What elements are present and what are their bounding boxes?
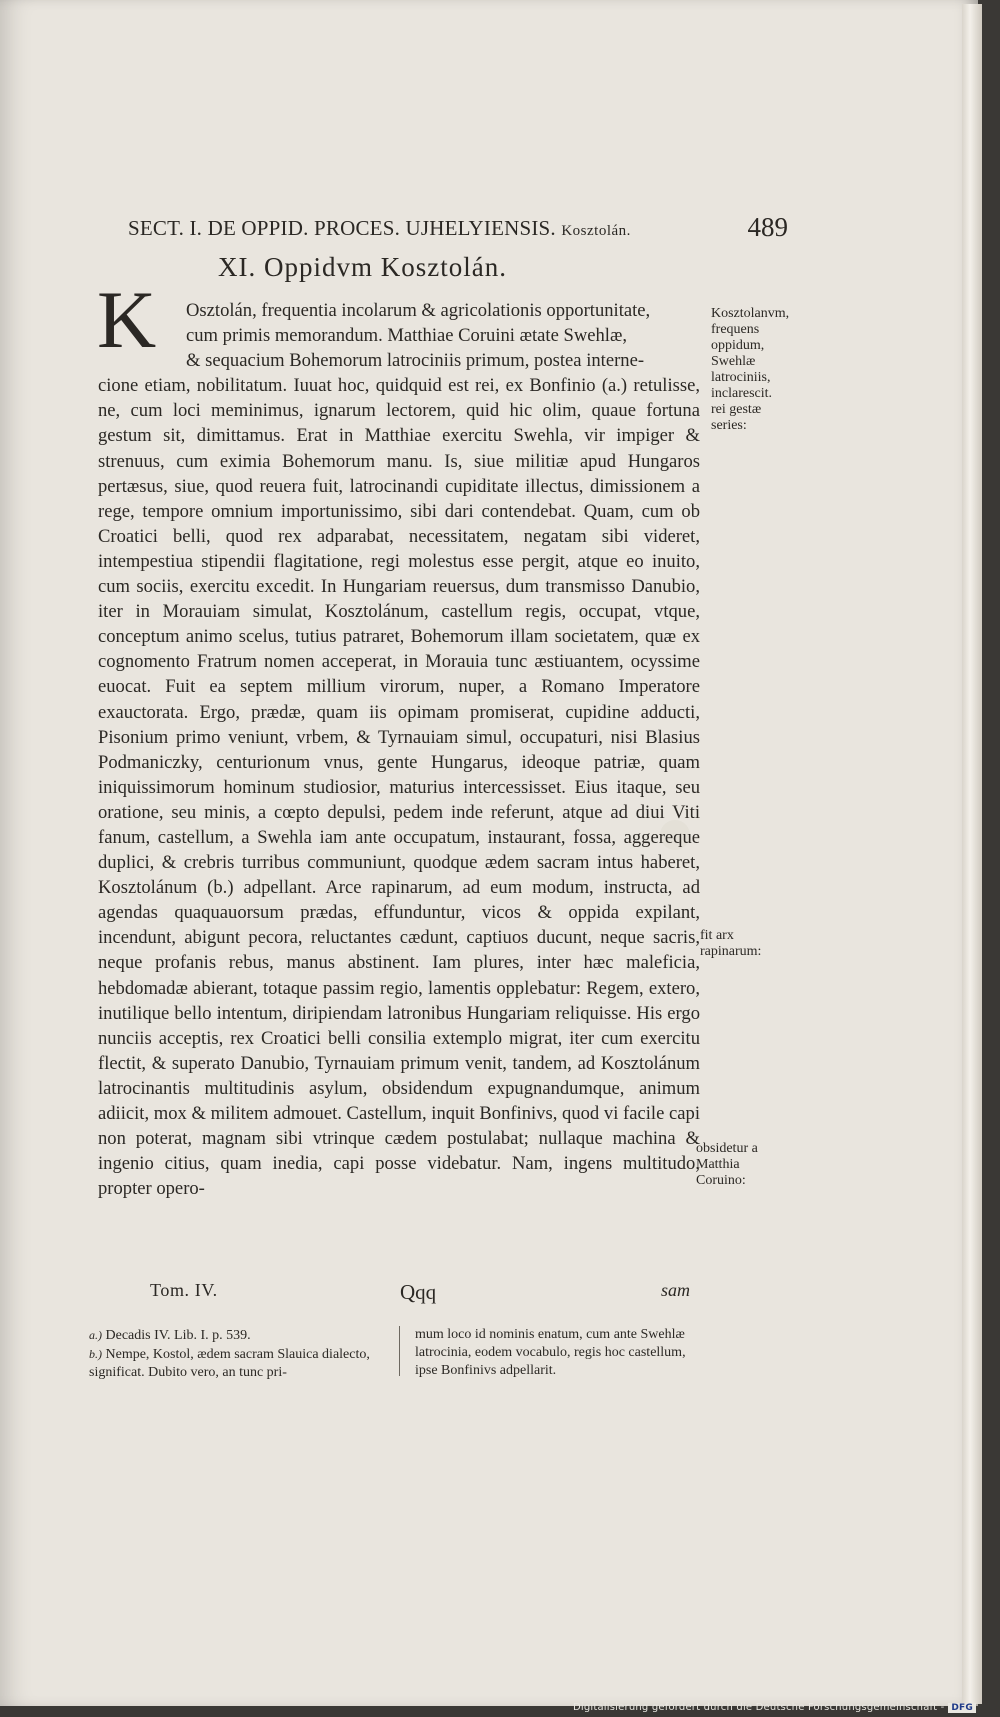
footnotes — [89, 1326, 689, 1386]
text-line: cum primis memorandum. Matthiae Coruini ætate Swehlæ, — [186, 325, 628, 347]
running-head-text: SECT. I. DE OPPID. PROCES. UJHELYIENSIS. — [128, 216, 556, 240]
tome-label: Tom. IV. — [150, 1280, 218, 1300]
chapter-title-b: Kosztolán. — [380, 252, 507, 282]
running-header — [128, 212, 788, 248]
running-head-place: Kosztolán. — [561, 223, 631, 239]
signature-mark: Qqq — [400, 1280, 437, 1304]
running-head — [128, 216, 631, 241]
catchword: sam — [660, 1280, 690, 1300]
footnote-divider — [399, 1326, 400, 1376]
footnote-a — [89, 1326, 389, 1345]
margin-note: fit arx rapinarum: — [700, 928, 762, 959]
digitization-credit — [573, 1702, 976, 1713]
footnote-marker: b.) — [89, 1347, 102, 1361]
page-edge — [962, 4, 982, 1704]
footnote-text: Decadis IV. Lib. I. p. 539. — [105, 1328, 251, 1343]
chapter-title-a: Oppidvm — [264, 252, 374, 282]
footnote-b — [89, 1345, 389, 1382]
main-text — [98, 298, 700, 1201]
footnote-text: Nempe, Kostol, ædem sacram Slauica dialecto, significat. Dubito vero, an tunc pri- — [89, 1347, 370, 1380]
footnote-column-left — [89, 1326, 389, 1382]
drop-cap: K — [97, 274, 157, 365]
text-paragraph: cione etiam, nobilitatum. Iuuat hoc, quidquid est rei, ex Bonfinio (a.) retulisse, ne, cum loci meminimus, ignarum lectorem, quid hic olim, quaue fortuna gestum sit, dimittamus. Erat in Matthiae exercitu Swehla, vir impiger & strenuus, cum eximia Bohemorum manu. Is, siue militiæ apud Hungaros pertæsus, siue, quod reuera fuit, latrocinandi cupiditate illectus, dimissionem a rege, tempore omnium importunissimo, sibi dari contendebat. Quam, cum ob Croatici belli, quod rex adparabat, necessitatem, negatam sibi videret, intempestiua stipendii flagitatione, regi molestus esse pergit, atque eo inuito, cum sociis, exercitu excedit. In Hungariam reuersus, dum transmisso Danubio, iter in Morauiam simulat, Kosztolánum, castellum regis, occupat, vtque, conceptum animo scelus, tutius patraret, Bohemorum illam societatem, quæ ex cognomento Fratrum nomen acceperat, in Morauia tunc æstiuantem, ocyssime euocat. Fuit ea septem millium virorum, nuper, a Romano Imperatore exauctorata. Ergo, prædæ, quam iis opimam promiserat, cupidine adducti, Pisonium primo veniunt, vrbem, & Tyrnauiam simul, occupaturi, nisi Blasius Podmaniczky, centurionum vnus, gente Hungarus, ideoque patriæ, quam iniquissimorum hominum studiosior, maturius intercessisset. Eius itaque, seu oratione, seu minis, a cœpto depulsi, pedem inde referunt, atque ad diui Viti fanum, castellum, a Swehla iam ante occupatum, instaurant, fossa, aggereque duplici, & crebris turribus communiunt, quodque ædem sacram intus haberet, Kosztolánum (b.) adpellant. Arce rapinarum, ad eum modum, instructa, ad agendas quaquauorsum prædas, effunduntur, vicos & oppida expilant, incendunt, abigunt pecora, reluctantes cædunt, captiuos ducunt, neque sacris, neque profanis rebus, manus abstinent. Iam plures, inter hæc maleficia, hebdomadæ abierant, totaque passim regio, lamentis opplebatur: Regem, extero, inutilique bello intentum, diripiendam latronibus Hungariam reliquisse. His ergo nunciis acceptis, rex Croatici belli consilia extemplo migrat, iter cum exercitu flectit, & superato Danubio, Tyrnauiam primum venit, tandem, ad Kosztolánum latrocinantis multitudinis asylum, obsidendum expugnandumque, animum adiicit, mox & militem admouet. Castellum, inquit Bonfinivs, quod vi facile capi non poterat, magnam sibi vtrinque cædem postulabat; nullaque machina & ingenio citius, quam inedia, capi posse videbatur. Nam, ingens multitudo, propter opero- — [98, 375, 700, 1200]
page-number: 489 — [747, 212, 788, 242]
footnote-column-right: mum loco id nominis enatum, cum ante Swehlæ latrocinia, eodem vocabulo, regis hoc castellum, ipse Bonfinivs adpellarit. — [415, 1327, 686, 1378]
footnote-marker: a.) — [89, 1328, 102, 1342]
page-footer — [150, 1280, 690, 1304]
dfg-logo: DFG — [948, 1703, 976, 1713]
chapter-title — [218, 252, 618, 283]
text-line: & sequacium Bohemorum latrociniis primum, postea interne- — [186, 350, 645, 372]
margin-note: Kosztolanvm, frequens oppidum, Swehlæ latrociniis, inclarescit. rei gestæ series: — [711, 306, 790, 433]
margin-note: obsidetur a Matthia Coruino: — [696, 1141, 758, 1188]
credit-text: Digitalisierung gefördert durch die Deutsche Forschungsgemeinschaft - — [572, 1702, 945, 1713]
chapter-number: XI. — [218, 252, 257, 282]
text-line: Osztolán, frequentia incolarum & agricolationis opportunitate, — [186, 300, 651, 321]
